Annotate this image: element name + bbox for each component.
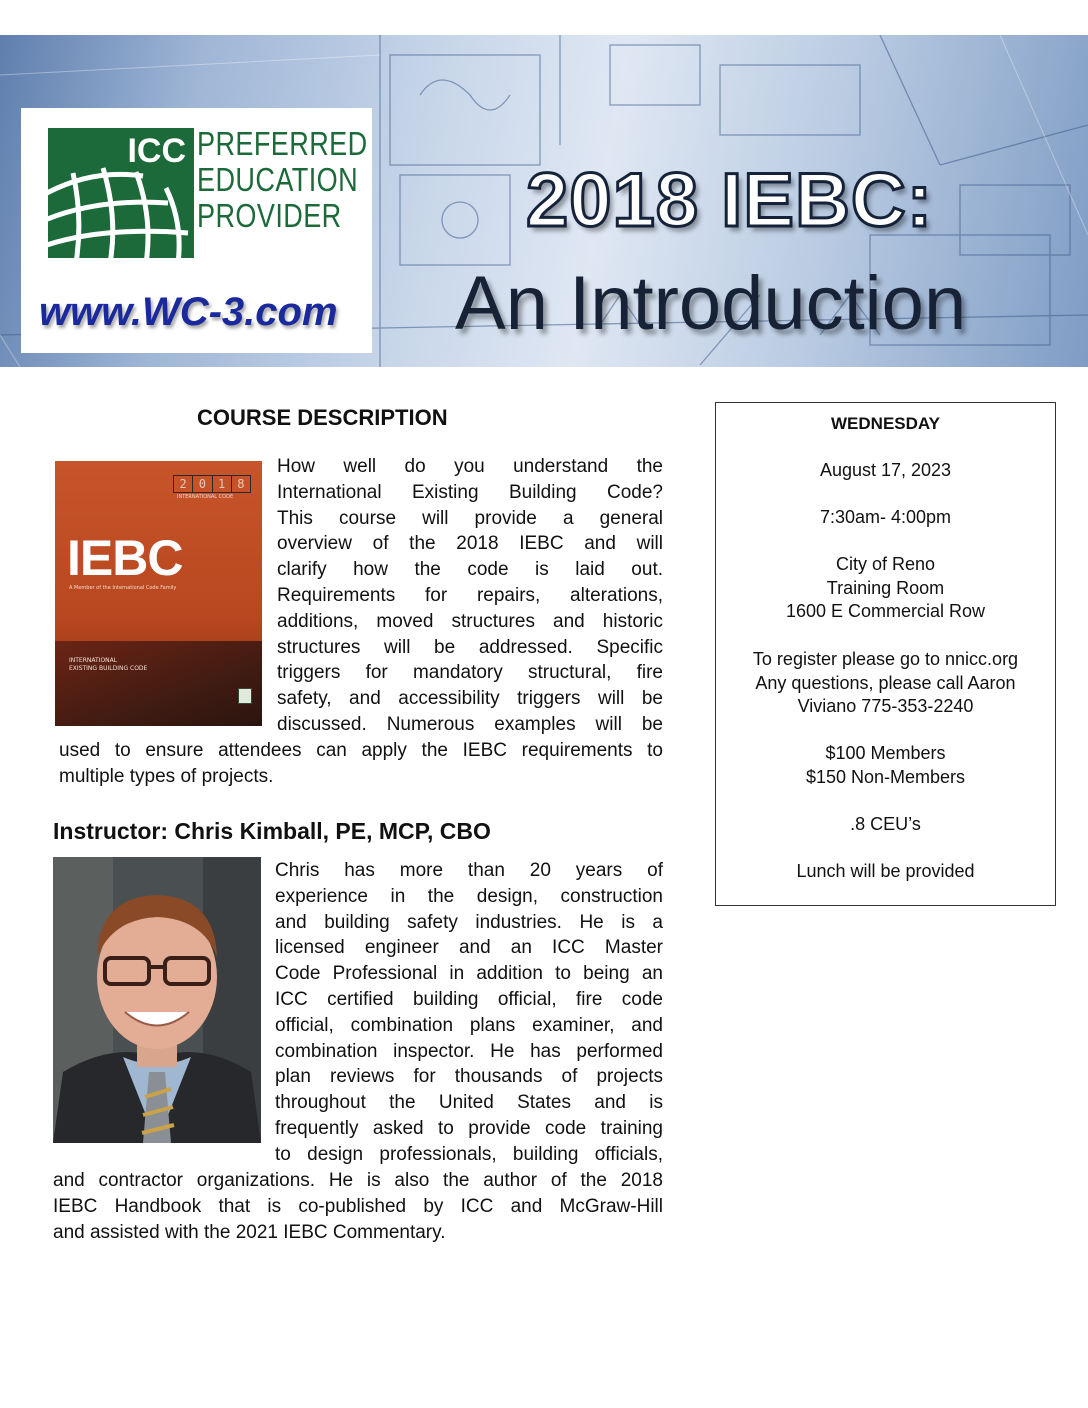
description-line: structures will be addressed. Specific — [277, 636, 663, 658]
book-year-digit: 2 — [174, 476, 193, 492]
book-band — [55, 641, 262, 726]
description-line: triggers for mandatory structural, fire — [277, 662, 663, 684]
icc-seal-icon — [238, 688, 252, 704]
bio-line: and building safety industries. He is a — [275, 911, 663, 933]
book-bottom-caption — [69, 657, 147, 673]
description-line: clarify how the code is laid out. — [277, 559, 663, 581]
registration-line[interactable]: To register please go to nnicc.org — [752, 649, 1019, 669]
book-year — [173, 475, 251, 493]
instructor-portrait — [53, 857, 261, 1143]
registration-line[interactable]: Viviano 775-353-2240 — [797, 696, 974, 716]
book-caption-line: INTERNATIONAL — [69, 657, 118, 664]
instructor-bio-text-cont — [53, 1168, 663, 1245]
location-line: Training Room — [826, 577, 945, 598]
instructor-heading: Instructor: Chris Kimball, PE, MCP, CBO — [53, 818, 491, 844]
price-nonmembers: $150 Non-Members — [805, 766, 966, 787]
icc-letters: ICC — [127, 132, 186, 170]
title-line-1: 2018 IEBC: — [526, 158, 934, 243]
description-line: additions, moved structures and historic — [277, 610, 663, 632]
course-description-text — [277, 454, 663, 738]
description-line: How well do you understand the — [277, 456, 663, 477]
book-caption-line: EXISTING BUILDING CODE — [69, 665, 148, 672]
book-subtitle: A Member of the International Code Family — [69, 585, 177, 591]
event-pricing — [716, 742, 1055, 789]
description-line: discussed. Numerous examples will be — [277, 713, 663, 735]
event-info-box — [715, 402, 1056, 906]
location-line: City of Reno — [835, 554, 936, 574]
event-ceus: .8 CEU’s — [850, 814, 921, 834]
description-line: multiple types of projects. — [59, 765, 274, 787]
instructor-bio-text — [275, 858, 663, 1168]
bio-line: combination inspector. He has performed — [275, 1040, 663, 1062]
iebc-book-cover — [55, 461, 262, 726]
bio-line: frequently asked to provide code training — [275, 1117, 663, 1139]
bio-line: Chris has more than 20 years of — [275, 860, 663, 881]
event-time: 7:30am- 4:00pm — [819, 507, 952, 527]
logo-tagline-line: PREFERRED — [197, 125, 368, 162]
event-date: August 17, 2023 — [819, 460, 952, 480]
description-line: International Existing Building Code? — [277, 481, 663, 503]
location-line: 1600 E Commercial Row — [785, 601, 986, 621]
bio-line: plan reviews for thousands of projects — [275, 1066, 663, 1088]
bio-line: official, combination plans examiner, and — [275, 1014, 663, 1036]
header-banner — [0, 35, 1088, 367]
description-line: overview of the 2018 IEBC and will — [277, 533, 663, 555]
event-day: WEDNESDAY — [831, 414, 940, 433]
icc-logo-panel — [21, 108, 372, 353]
logo-tagline-line: PROVIDER — [197, 197, 342, 234]
bio-line: ICC certified building official, fire code — [275, 988, 663, 1010]
bio-line: and assisted with the 2021 IEBC Commentary. — [53, 1221, 446, 1243]
bio-line: throughout the United States and is — [275, 1092, 663, 1114]
description-line: Requirements for repairs, alterations, — [277, 584, 663, 606]
bio-line: experience in the design, construction — [275, 885, 663, 907]
bio-line: IEBC Handbook that is co-published by ICC and McGraw-Hill — [53, 1195, 663, 1217]
book-year-digit: 0 — [193, 476, 212, 492]
course-description-text-cont — [59, 738, 663, 790]
event-location — [716, 553, 1055, 624]
price-members: $100 Members — [825, 743, 946, 763]
bio-line: to design professionals, building officials, — [275, 1143, 663, 1165]
title-line-2: An Introduction — [455, 261, 967, 346]
website-url[interactable]: www.WC-3.com — [39, 290, 338, 334]
bio-line: licensed engineer and an ICC Master — [275, 937, 663, 959]
book-year-digit: 8 — [237, 477, 245, 491]
bio-line: Code Professional in addition to being an — [275, 963, 663, 985]
logo-tagline — [197, 126, 368, 234]
book-top-caption: INTERNATIONAL CODE — [177, 494, 234, 500]
logo-tagline-line: EDUCATION — [197, 161, 359, 198]
description-line: safety, and accessibility triggers will be — [277, 688, 663, 710]
bio-line: and contractor organizations. He is also the author of the 2018 — [53, 1170, 663, 1191]
course-description-heading: COURSE DESCRIPTION — [197, 405, 448, 430]
event-registration — [716, 648, 1055, 719]
description-line: used to ensure attendees can apply the IEBC requirements to — [59, 740, 663, 761]
icc-logo — [48, 128, 194, 258]
book-title: IEBC — [67, 530, 183, 586]
registration-line: Any questions, please call Aaron — [755, 672, 1016, 693]
book-year-digit: 1 — [213, 476, 232, 492]
event-lunch: Lunch will be provided — [796, 861, 975, 881]
description-line: This course will provide a general — [277, 507, 663, 529]
instructor-photo — [53, 857, 261, 1143]
